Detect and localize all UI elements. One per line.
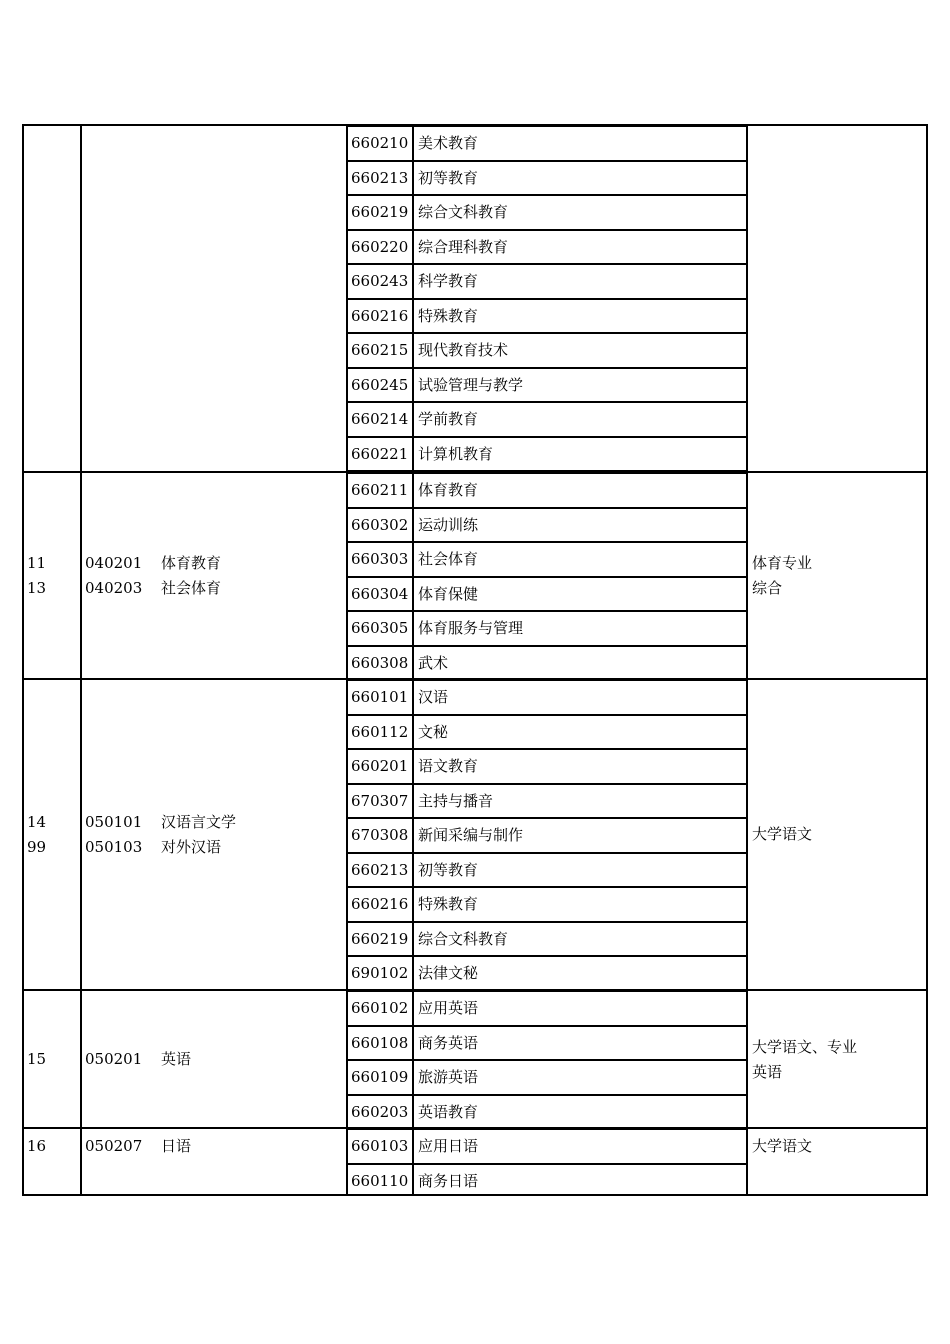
seq-cell	[24, 126, 82, 471]
subject-code: 660201	[348, 750, 414, 783]
subject-row	[348, 887, 746, 922]
major-name: 汉语言文学	[161, 813, 237, 831]
seq-number: 16	[27, 1137, 47, 1155]
subject-name: 语文教育	[418, 757, 479, 775]
subject-code: 660215	[348, 334, 414, 367]
major-code: 050207	[85, 1137, 143, 1155]
subject-name: 特殊教育	[418, 306, 479, 325]
major-code: 040203	[85, 579, 143, 597]
subject-row	[348, 680, 746, 715]
subject-code: 660221	[348, 438, 414, 471]
subject-name: 特殊教育	[418, 895, 479, 913]
subject-code: 660305	[348, 612, 414, 645]
subject-name: 法律文秘	[418, 964, 479, 982]
subject-row	[348, 368, 746, 403]
subject-row	[348, 161, 746, 196]
table-group	[24, 473, 926, 680]
subject-row	[348, 749, 746, 784]
seq-number: 13	[27, 579, 47, 597]
subject-code: 660219	[348, 196, 414, 229]
exam-cell	[746, 680, 926, 989]
subject-code: 660108	[348, 1027, 414, 1060]
subject-name: 主持与播音	[418, 791, 494, 810]
subject-cell	[348, 473, 746, 678]
seq-cell	[24, 991, 82, 1127]
subject-code: 660214	[348, 403, 414, 436]
subject-code: 660243	[348, 265, 414, 298]
subject-row	[348, 333, 746, 368]
subject-name: 社会体育	[418, 550, 479, 568]
subject-name: 美术教育	[418, 134, 479, 152]
subject-name: 商务日语	[418, 1171, 479, 1190]
subject-name: 新闻采编与制作	[418, 826, 524, 844]
subject-code: 660219	[348, 923, 414, 956]
subject-name: 旅游英语	[418, 1068, 479, 1086]
subject-code: 660216	[348, 300, 414, 333]
subject-row	[348, 402, 746, 437]
seq-number: 14	[27, 813, 47, 831]
major-mapping-table	[22, 124, 928, 1196]
subject-row	[348, 853, 746, 888]
subject-cell	[348, 1129, 746, 1195]
seq-number: 15	[27, 1050, 47, 1068]
subject-name: 文秘	[418, 722, 449, 741]
subject-cell	[348, 991, 746, 1127]
seq-number: 11	[27, 554, 47, 572]
subject-row	[348, 437, 746, 472]
subject-code: 660303	[348, 543, 414, 576]
subject-row	[348, 195, 746, 230]
subject-name: 科学教育	[418, 272, 479, 290]
subject-row	[348, 1164, 746, 1196]
subject-code: 660220	[348, 231, 414, 264]
subject-code: 660211	[348, 474, 414, 507]
exam-subject: 综合	[752, 579, 783, 597]
subject-code: 660102	[348, 992, 414, 1025]
major-code: 050101	[85, 813, 143, 831]
exam-cell	[746, 1129, 926, 1195]
subject-name: 综合理科教育	[418, 237, 509, 256]
subject-row	[348, 956, 746, 991]
subject-code: 660304	[348, 578, 414, 611]
subject-code: 660109	[348, 1061, 414, 1094]
seq-cell	[24, 680, 82, 989]
subject-name: 汉语	[418, 688, 449, 706]
subject-name: 初等教育	[418, 860, 479, 879]
subject-code: 660110	[348, 1165, 414, 1195]
subject-name: 体育保健	[418, 584, 479, 603]
subject-code: 660210	[348, 127, 414, 160]
table-group	[24, 680, 926, 991]
subject-name: 商务英语	[418, 1033, 479, 1052]
exam-cell	[746, 473, 926, 678]
subject-name: 武术	[418, 653, 449, 672]
subject-row	[348, 264, 746, 299]
major-cell	[82, 991, 348, 1127]
subject-name: 学前教育	[418, 410, 479, 428]
major-code: 050201	[85, 1050, 143, 1068]
subject-row	[348, 991, 746, 1026]
seq-number: 99	[27, 838, 47, 856]
exam-subject: 大学语文、专业	[752, 1038, 858, 1056]
subject-row	[348, 1026, 746, 1061]
major-name: 社会体育	[161, 579, 222, 597]
major-cell	[82, 680, 348, 989]
subject-code: 660213	[348, 162, 414, 195]
subject-cell	[348, 126, 746, 471]
subject-row	[348, 1095, 746, 1130]
subject-name: 试验管理与教学	[418, 375, 524, 394]
subject-code: 660203	[348, 1096, 414, 1129]
subject-code: 670307	[348, 785, 414, 818]
exam-subject: 体育专业	[752, 554, 813, 572]
exam-subject: 大学语文	[752, 1137, 813, 1155]
subject-code: 660308	[348, 647, 414, 680]
subject-row	[348, 230, 746, 265]
seq-cell	[24, 473, 82, 678]
subject-row	[348, 611, 746, 646]
subject-row	[348, 542, 746, 577]
major-cell	[82, 126, 348, 471]
subject-code: 660302	[348, 509, 414, 542]
subject-name: 综合文科教育	[418, 203, 509, 221]
exam-subject: 大学语文	[752, 825, 813, 843]
subject-row	[348, 508, 746, 543]
major-name: 对外汉语	[161, 838, 222, 856]
subject-name: 计算机教育	[418, 444, 494, 463]
subject-name: 应用英语	[418, 999, 479, 1017]
exam-cell	[746, 126, 926, 471]
subject-row	[348, 126, 746, 161]
subject-row	[348, 1060, 746, 1095]
subject-row	[348, 784, 746, 819]
table-group	[24, 1129, 926, 1195]
subject-name: 综合文科教育	[418, 929, 509, 948]
subject-name: 应用日语	[418, 1137, 479, 1155]
major-cell	[82, 1129, 348, 1195]
subject-row	[348, 646, 746, 681]
subject-row	[348, 818, 746, 853]
seq-cell	[24, 1129, 82, 1195]
exam-cell	[746, 991, 926, 1127]
subject-row	[348, 299, 746, 334]
subject-code: 670308	[348, 819, 414, 852]
major-cell	[82, 473, 348, 678]
subject-code: 660112	[348, 716, 414, 749]
subject-name: 初等教育	[418, 168, 479, 187]
subject-code: 660245	[348, 369, 414, 402]
subject-name: 体育服务与管理	[418, 619, 524, 637]
subject-row	[348, 473, 746, 508]
subject-row	[348, 1129, 746, 1164]
subject-code: 690102	[348, 957, 414, 990]
subject-name: 英语教育	[418, 1102, 479, 1121]
subject-row	[348, 715, 746, 750]
subject-code: 660216	[348, 888, 414, 921]
major-name: 英语	[161, 1050, 192, 1068]
subject-row	[348, 577, 746, 612]
subject-name: 体育教育	[418, 481, 479, 499]
major-code: 050103	[85, 838, 143, 856]
major-name: 日语	[161, 1137, 192, 1155]
major-name: 体育教育	[161, 554, 222, 572]
subject-code: 660213	[348, 854, 414, 887]
subject-cell	[348, 680, 746, 989]
subject-row	[348, 922, 746, 957]
subject-code: 660101	[348, 681, 414, 714]
subject-name: 现代教育技术	[418, 341, 509, 359]
exam-subject: 英语	[752, 1063, 783, 1081]
subject-code: 660103	[348, 1130, 414, 1163]
table-group	[24, 126, 926, 473]
table-group	[24, 991, 926, 1129]
subject-name: 运动训练	[418, 515, 479, 534]
major-code: 040201	[85, 554, 143, 572]
